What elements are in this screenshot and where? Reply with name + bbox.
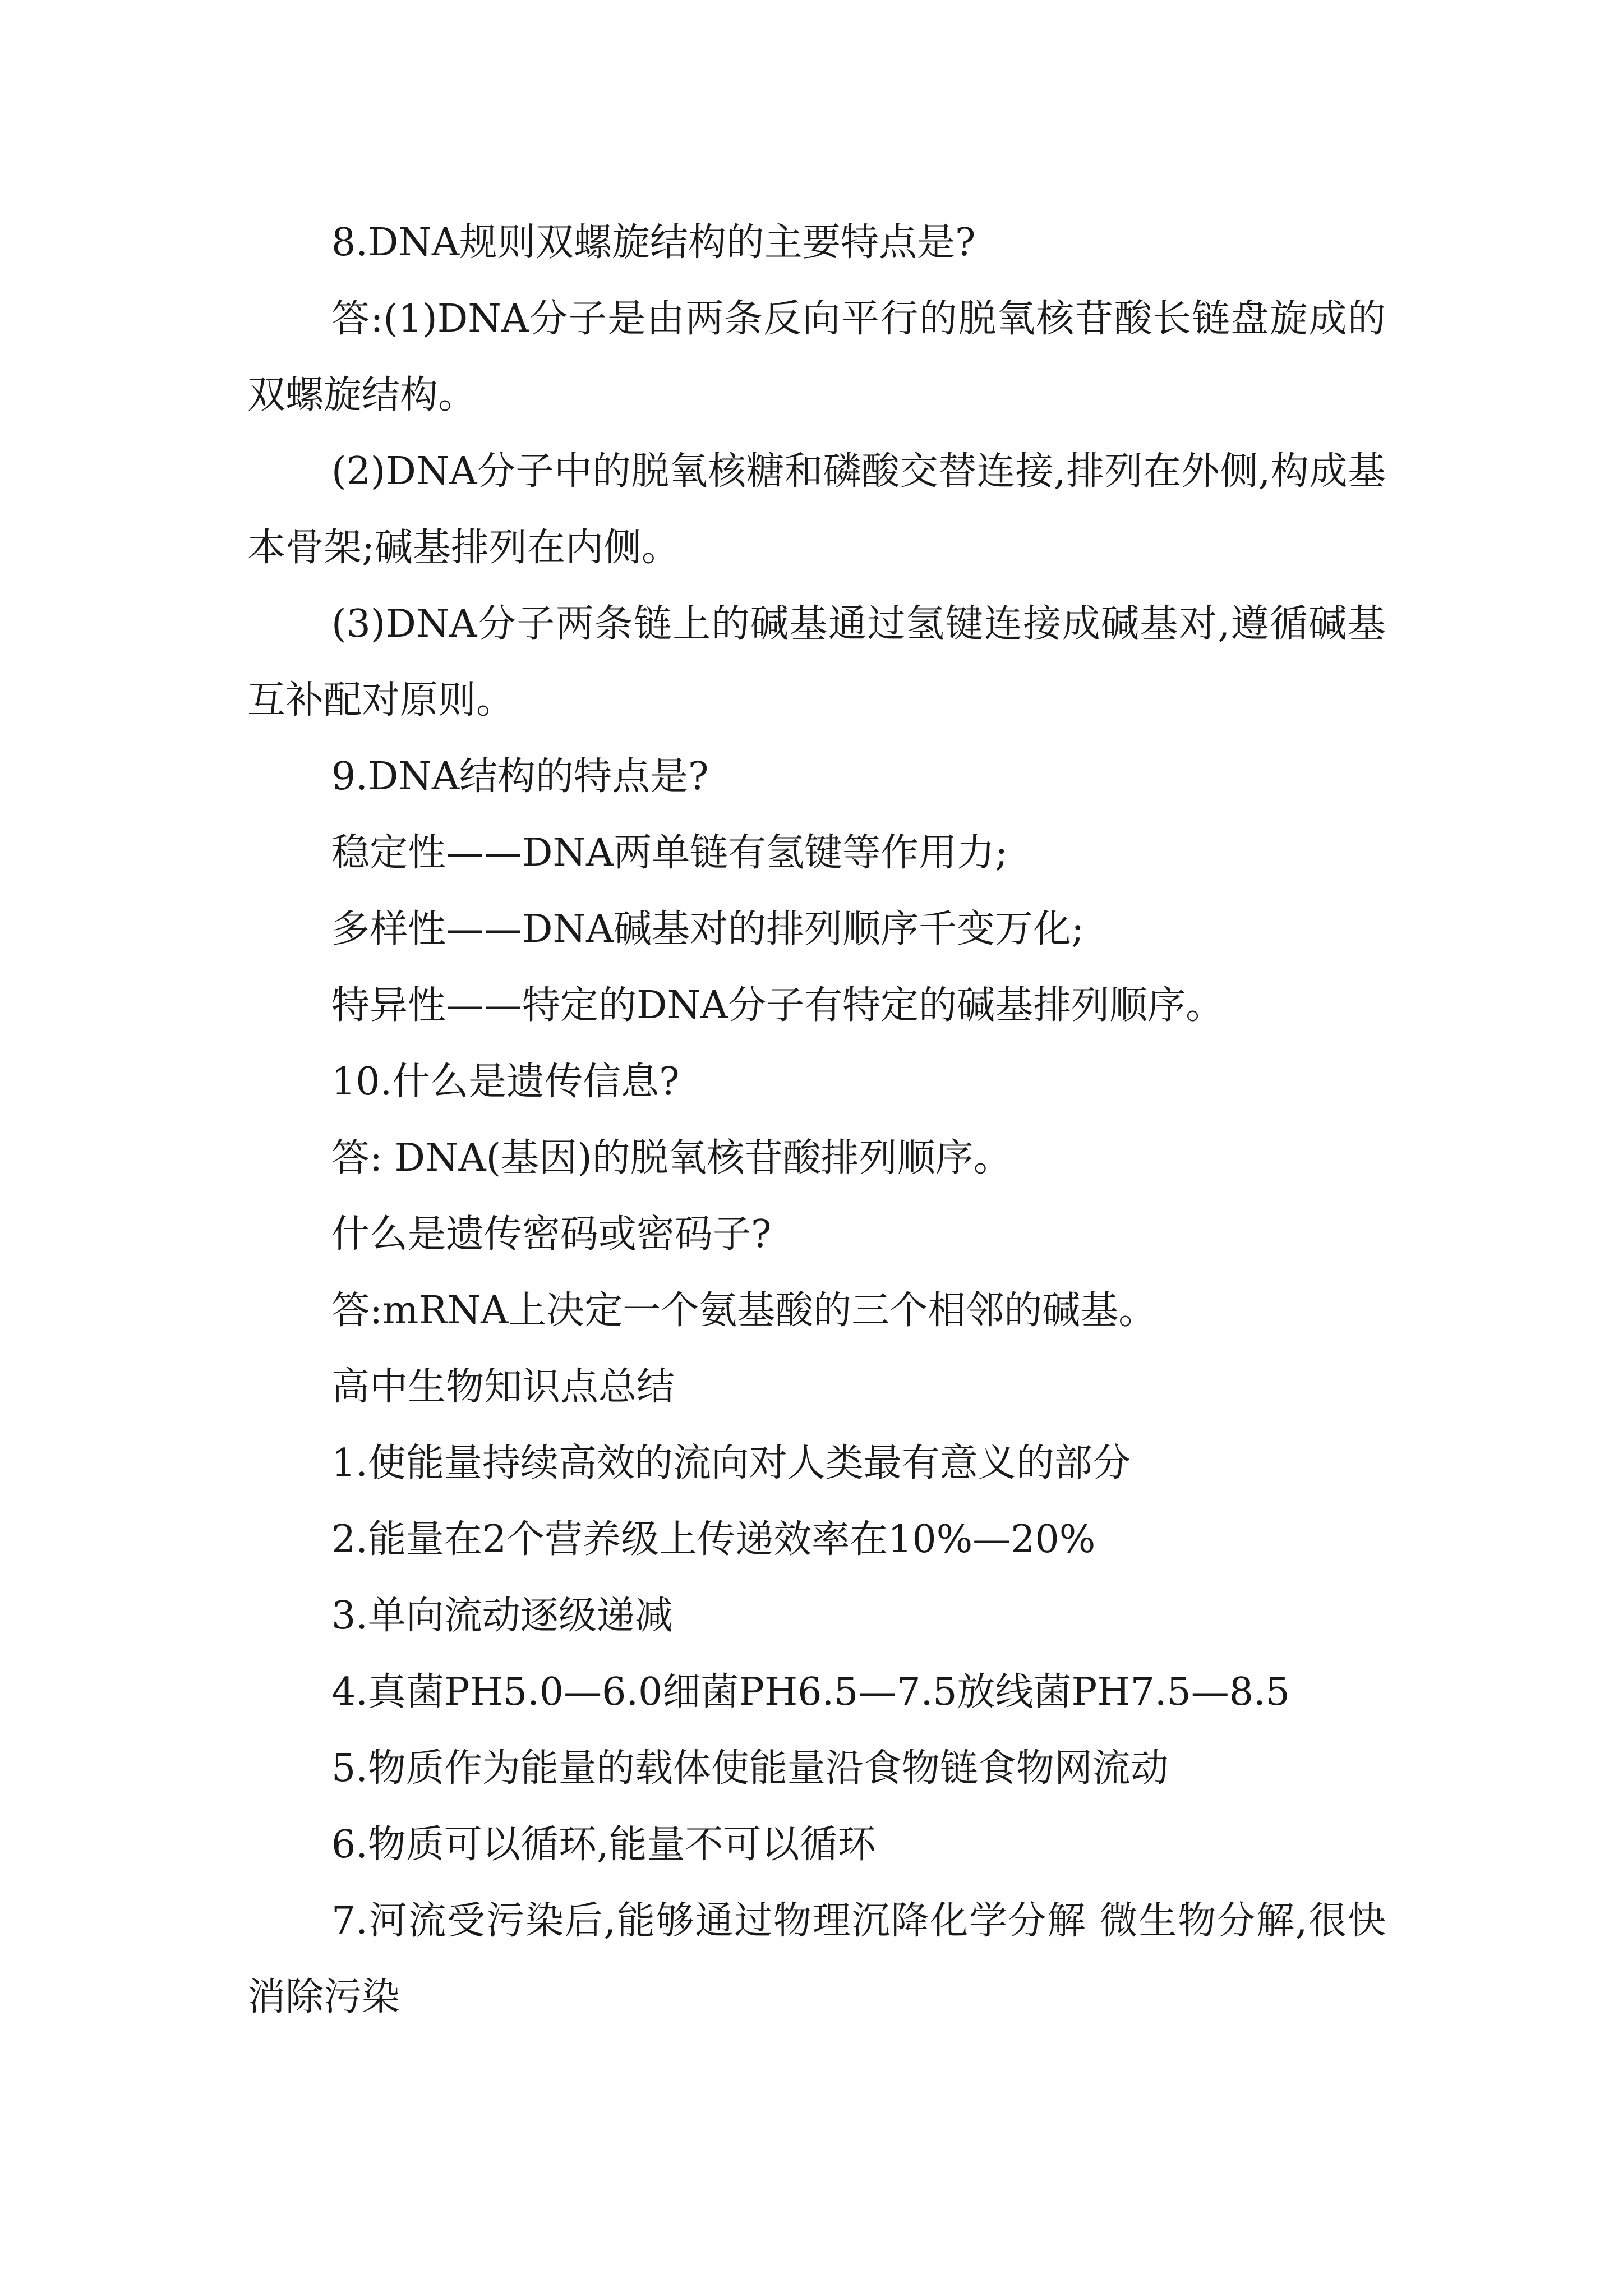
question-9-heading: 9.DNA结构的特点是? bbox=[331, 754, 709, 799]
point-7: 7.河流受污染后,能够通过物理沉降化学分解 微生物分解,很快消除污染 bbox=[247, 1899, 1386, 2019]
point-4: 4.真菌PH5.0—6.0细菌PH6.5—7.5放线菌PH7.5—8.5 bbox=[331, 1670, 1290, 1714]
point-3: 3.单向流动逐级递减 bbox=[331, 1594, 673, 1638]
answer-8-point-2: (2)DNA分子中的脱氧核糖和磷酸交替连接,排列在外侧,构成基本骨架;碱基排列在内侧。 bbox=[247, 449, 1386, 570]
question-10-heading: 10.什么是遗传信息? bbox=[331, 1060, 680, 1104]
feature-stability: 稳定性——DNA两单链有氢键等作用力; bbox=[331, 831, 1008, 875]
point-2: 2.能量在2个营养级上传递效率在10%—20% bbox=[331, 1517, 1096, 1562]
answer-codon: 答:mRNA上决定一个氨基酸的三个相邻的碱基。 bbox=[331, 1289, 1157, 1333]
answer-8-point-1: 答:(1)DNA分子是由两条反向平行的脱氧核苷酸长链盘旋成的双螺旋结构。 bbox=[247, 297, 1386, 417]
question-codon: 什么是遗传密码或密码子? bbox=[331, 1212, 772, 1257]
answer-10: 答: DNA(基因)的脱氧核苷酸排列顺序。 bbox=[331, 1136, 1012, 1180]
question-8-heading: 8.DNA规则双螺旋结构的主要特点是? bbox=[331, 220, 976, 265]
point-1: 1.使能量持续高效的流向对人类最有意义的部分 bbox=[331, 1441, 1131, 1485]
point-5: 5.物质作为能量的载体使能量沿食物链食物网流动 bbox=[331, 1746, 1169, 1791]
feature-diversity: 多样性——DNA碱基对的排列顺序千变万化; bbox=[331, 907, 1085, 951]
section-title: 高中生物知识点总结 bbox=[331, 1365, 675, 1409]
point-6: 6.物质可以循环,能量不可以循环 bbox=[331, 1823, 876, 1867]
body-text bbox=[247, 205, 1386, 2036]
feature-specificity: 特异性——特定的DNA分子有特定的碱基排列顺序。 bbox=[331, 983, 1224, 1028]
answer-8-point-3: (3)DNA分子两条链上的碱基通过氢键连接成碱基对,遵循碱基互补配对原则。 bbox=[247, 602, 1386, 723]
